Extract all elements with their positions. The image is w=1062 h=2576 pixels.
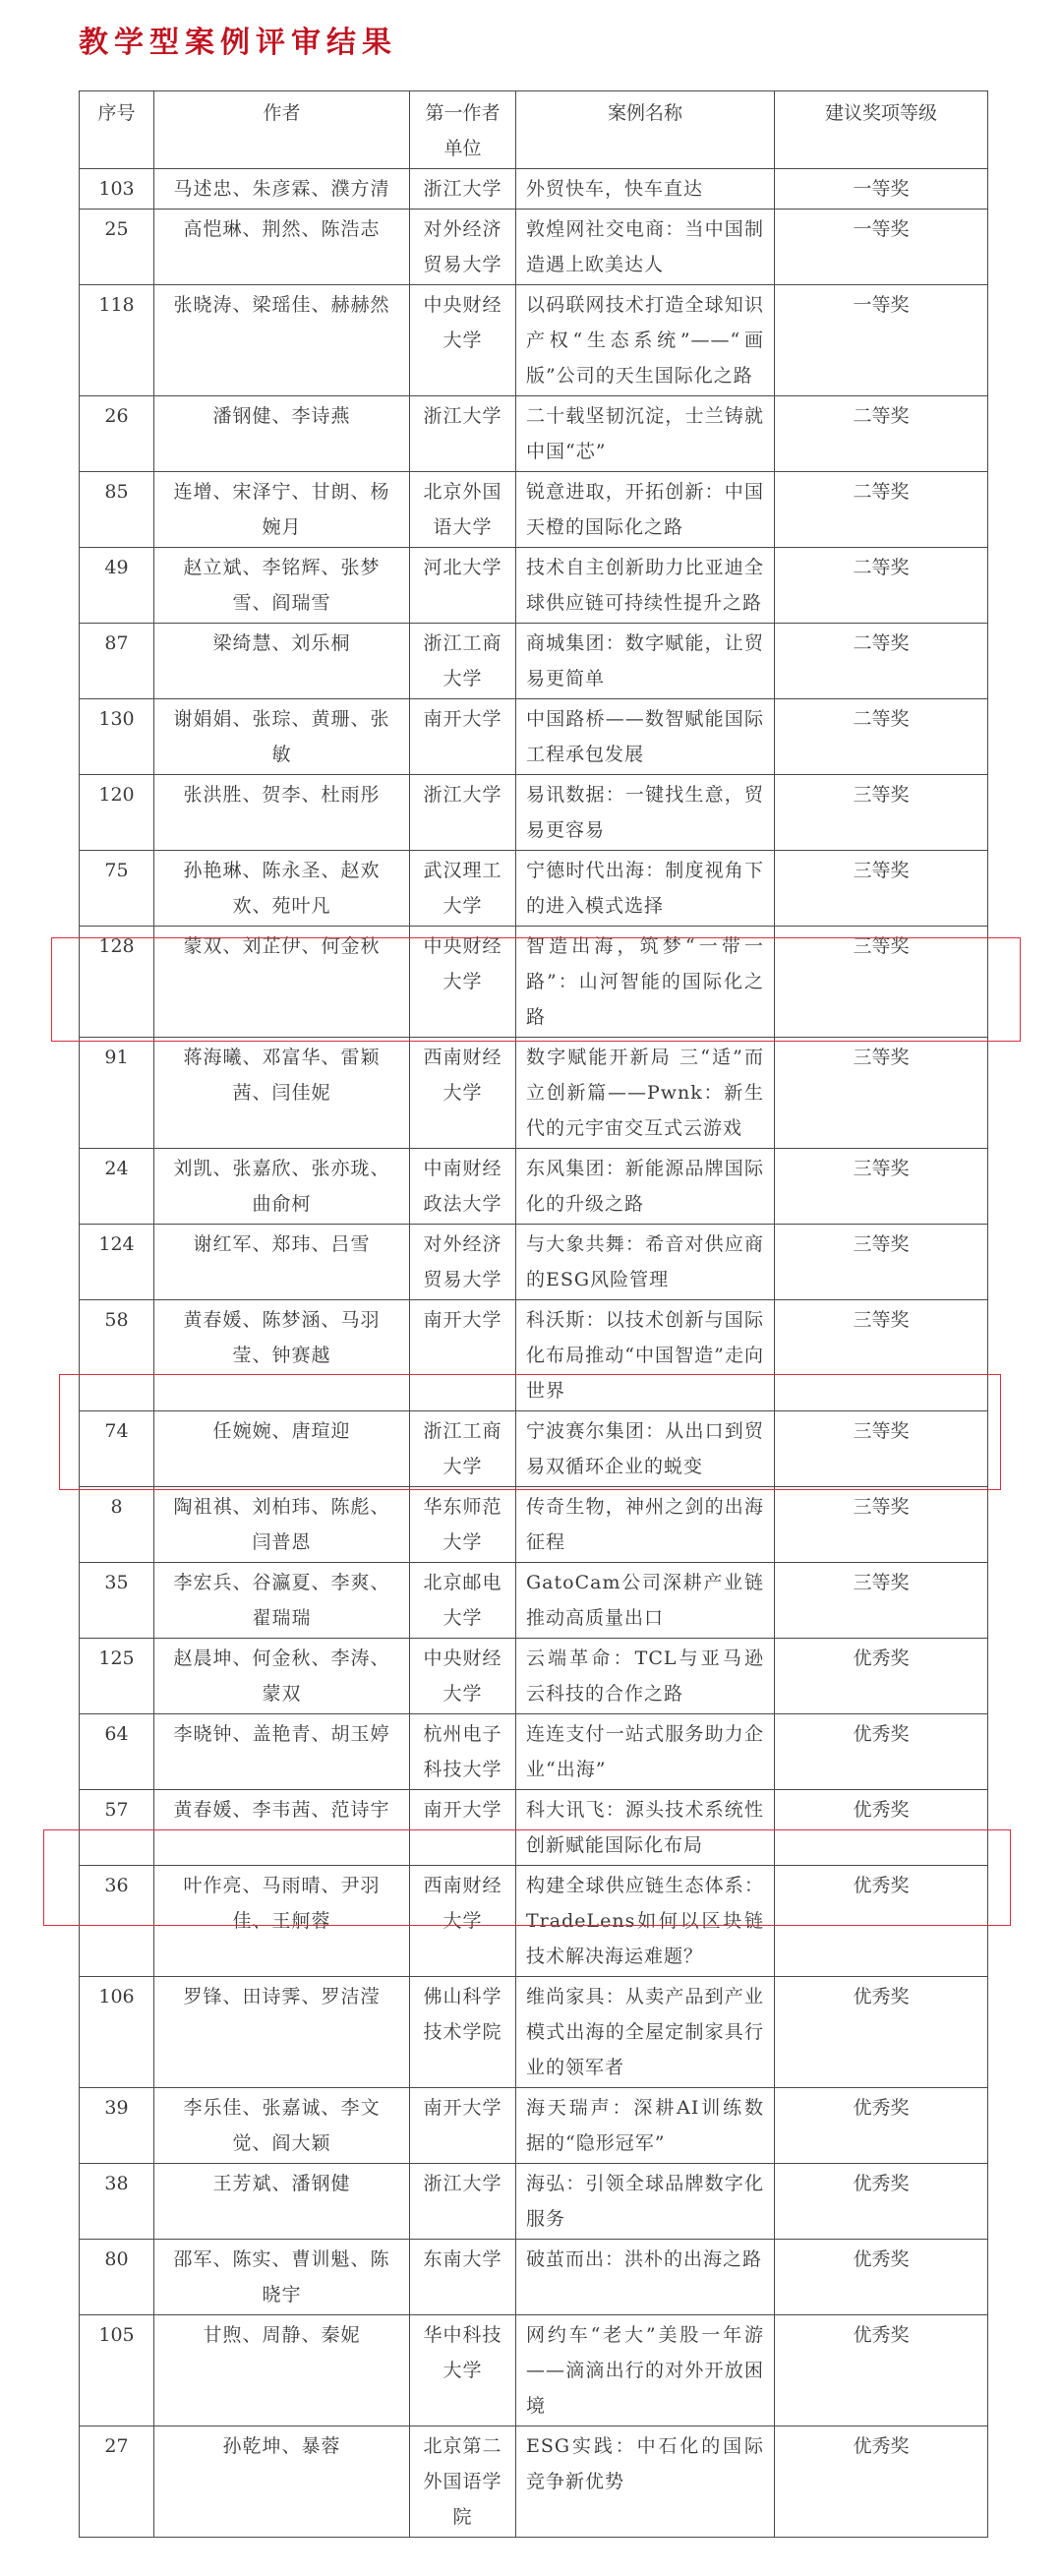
cell-unit: 南开大学 xyxy=(410,1790,516,1866)
cell-unit: 东南大学 xyxy=(410,2240,516,2315)
table-row xyxy=(80,1639,988,1714)
cell-case-title: 连连支付一站式服务助力企业“出海” xyxy=(516,1714,775,1790)
cell-award: 优秀奖 xyxy=(775,2315,988,2426)
cell-authors: 赵晨坤、何金秋、李涛、蒙双 xyxy=(154,1639,410,1714)
cell-authors: 任婉婉、唐瑄迎 xyxy=(154,1411,410,1487)
cell-case-title: 传奇生物，神州之剑的出海征程 xyxy=(516,1487,775,1563)
cell-unit: 北京外国语大学 xyxy=(410,472,516,548)
cell-no: 124 xyxy=(80,1225,154,1300)
cell-award: 二等奖 xyxy=(775,548,988,624)
cell-no: 24 xyxy=(80,1149,154,1225)
cell-award: 二等奖 xyxy=(775,699,988,775)
table-row xyxy=(80,396,988,472)
header-row xyxy=(80,91,988,169)
cell-award: 三等奖 xyxy=(775,775,988,851)
cell-award: 一等奖 xyxy=(775,210,988,285)
cell-case-title: 商城集团：数字赋能，让贸易更简单 xyxy=(516,624,775,699)
cell-award: 三等奖 xyxy=(775,1300,988,1411)
cell-unit: 南开大学 xyxy=(410,1300,516,1411)
table-row xyxy=(80,2240,988,2315)
cell-case-title: 科大讯飞：源头技术系统性创新赋能国际化布局 xyxy=(516,1790,775,1866)
cell-no: 80 xyxy=(80,2240,154,2315)
table-row xyxy=(80,1977,988,2088)
cell-unit: 中南财经政法大学 xyxy=(410,1149,516,1225)
cell-no: 39 xyxy=(80,2088,154,2164)
cell-no: 106 xyxy=(80,1977,154,2088)
cell-case-title: 维尚家具：从卖产品到产业模式出海的全屋定制家具行业的领军者 xyxy=(516,1977,775,2088)
cell-case-title: 宁德时代出海：制度视角下的进入模式选择 xyxy=(516,851,775,927)
cell-authors: 马述忠、朱彦霖、濮方清 xyxy=(154,169,410,210)
cell-award: 三等奖 xyxy=(775,1225,988,1300)
cell-no: 130 xyxy=(80,699,154,775)
cell-no: 57 xyxy=(80,1790,154,1866)
cell-no: 103 xyxy=(80,169,154,210)
header-authors: 作者 xyxy=(154,91,410,169)
cell-authors: 王芳斌、潘钢健 xyxy=(154,2164,410,2240)
table-row xyxy=(80,1487,988,1563)
cell-award: 优秀奖 xyxy=(775,2088,988,2164)
cell-no: 8 xyxy=(80,1487,154,1563)
cell-authors: 孙乾坤、暴蓉 xyxy=(154,2426,410,2538)
cell-unit: 浙江大学 xyxy=(410,2164,516,2240)
cell-authors: 刘凯、张嘉欣、张亦珑、曲俞柯 xyxy=(154,1149,410,1225)
cell-authors: 赵立斌、李铭辉、张梦雪、阎瑞雪 xyxy=(154,548,410,624)
cell-unit: 中央财经大学 xyxy=(410,285,516,396)
cell-unit: 北京邮电大学 xyxy=(410,1563,516,1639)
cell-unit: 华中科技大学 xyxy=(410,2315,516,2426)
cell-award: 二等奖 xyxy=(775,472,988,548)
cell-unit: 佛山科学技术学院 xyxy=(410,1977,516,2088)
cell-authors: 张洪胜、贺李、杜雨彤 xyxy=(154,775,410,851)
header-case-title: 案例名称 xyxy=(516,91,775,169)
cell-authors: 梁绮慧、刘乐桐 xyxy=(154,624,410,699)
table-row xyxy=(80,1225,988,1300)
cell-unit: 浙江工商大学 xyxy=(410,624,516,699)
cell-case-title: ESG实践：中石化的国际竞争新优势 xyxy=(516,2426,775,2538)
cell-case-title: 中国路桥——数智赋能国际工程承包发展 xyxy=(516,699,775,775)
cell-authors: 黄春媛、李韦茜、范诗宇 xyxy=(154,1790,410,1866)
cell-unit: 河北大学 xyxy=(410,548,516,624)
table-row xyxy=(80,1563,988,1639)
cell-unit: 对外经济贸易大学 xyxy=(410,1225,516,1300)
cell-case-title: 网约车“老大”美股一年游——滴滴出行的对外开放困境 xyxy=(516,2315,775,2426)
cell-no: 120 xyxy=(80,775,154,851)
cell-authors: 谢红军、郑玮、吕雪 xyxy=(154,1225,410,1300)
cell-case-title: 宁波赛尔集团：从出口到贸易双循环企业的蜕变 xyxy=(516,1411,775,1487)
cell-case-title: 敦煌网社交电商：当中国制造遇上欧美达人 xyxy=(516,210,775,285)
table-row xyxy=(80,1714,988,1790)
cell-authors: 叶作亮、马雨晴、尹羽佳、王舸蓉 xyxy=(154,1866,410,1977)
cell-case-title: 破茧而出：洪朴的出海之路 xyxy=(516,2240,775,2315)
cell-award: 优秀奖 xyxy=(775,2240,988,2315)
cell-no: 105 xyxy=(80,2315,154,2426)
table-row xyxy=(80,169,988,210)
cell-award: 三等奖 xyxy=(775,1563,988,1639)
cell-unit: 对外经济贸易大学 xyxy=(410,210,516,285)
cell-no: 26 xyxy=(80,396,154,472)
cell-award: 三等奖 xyxy=(775,1149,988,1225)
cell-award: 优秀奖 xyxy=(775,1790,988,1866)
table-row xyxy=(80,285,988,396)
cell-award: 优秀奖 xyxy=(775,1714,988,1790)
cell-authors: 黄春媛、陈梦涵、马羽莹、钟赛越 xyxy=(154,1300,410,1411)
cell-award: 三等奖 xyxy=(775,927,988,1038)
cell-unit: 华东师范大学 xyxy=(410,1487,516,1563)
table-row xyxy=(80,472,988,548)
cell-authors: 高恺琳、荆然、陈浩志 xyxy=(154,210,410,285)
cell-unit: 武汉理工大学 xyxy=(410,851,516,927)
cell-unit: 中央财经大学 xyxy=(410,1639,516,1714)
cell-no: 75 xyxy=(80,851,154,927)
cell-award: 三等奖 xyxy=(775,1487,988,1563)
cell-no: 25 xyxy=(80,210,154,285)
cell-unit: 南开大学 xyxy=(410,2088,516,2164)
cell-no: 36 xyxy=(80,1866,154,1977)
cell-unit: 西南财经大学 xyxy=(410,1038,516,1149)
cell-award: 优秀奖 xyxy=(775,1639,988,1714)
cell-award: 三等奖 xyxy=(775,851,988,927)
cell-authors: 罗锋、田诗霁、罗洁滢 xyxy=(154,1977,410,2088)
table-row xyxy=(80,775,988,851)
cell-case-title: 外贸快车，快车直达 xyxy=(516,169,775,210)
cell-case-title: 东风集团：新能源品牌国际化的升级之路 xyxy=(516,1149,775,1225)
cell-authors: 李乐佳、张嘉诚、李文觉、阎大颖 xyxy=(154,2088,410,2164)
cell-authors: 谢娟娟、张琮、黄珊、张敏 xyxy=(154,699,410,775)
cell-case-title: 易讯数据：一键找生意，贸易更容易 xyxy=(516,775,775,851)
table-row xyxy=(80,699,988,775)
cell-case-title: 智造出海，筑梦“一带一路”：山河智能的国际化之路 xyxy=(516,927,775,1038)
cell-unit: 浙江大学 xyxy=(410,775,516,851)
table-body xyxy=(80,169,988,2538)
cell-no: 128 xyxy=(80,927,154,1038)
cell-no: 125 xyxy=(80,1639,154,1714)
table-row xyxy=(80,2315,988,2426)
cell-award: 三等奖 xyxy=(775,1411,988,1487)
cell-unit: 南开大学 xyxy=(410,699,516,775)
cell-no: 49 xyxy=(80,548,154,624)
cell-case-title: 与大象共舞：希音对供应商的ESG风险管理 xyxy=(516,1225,775,1300)
cell-award: 优秀奖 xyxy=(775,2426,988,2538)
cell-unit: 北京第二外国语学院 xyxy=(410,2426,516,2538)
cell-case-title: 数字赋能开新局 三“适”而立创新篇——Pwnk：新生代的元宇宙交互式云游戏 xyxy=(516,1038,775,1149)
cell-award: 一等奖 xyxy=(775,169,988,210)
cell-case-title: 技术自主创新助力比亚迪全球供应链可持续性提升之路 xyxy=(516,548,775,624)
cell-case-title: 构建全球供应链生态体系：TradeLens如何以区块链技术解决海运难题？ xyxy=(516,1866,775,1977)
table-row xyxy=(80,1790,988,1866)
cell-case-title: 云端革命：TCL与亚马逊云科技的合作之路 xyxy=(516,1639,775,1714)
cell-award: 优秀奖 xyxy=(775,1977,988,2088)
cell-no: 74 xyxy=(80,1411,154,1487)
cell-unit: 杭州电子科技大学 xyxy=(410,1714,516,1790)
cell-award: 一等奖 xyxy=(775,285,988,396)
cell-unit: 浙江大学 xyxy=(410,396,516,472)
cell-authors: 连增、宋泽宁、甘朗、杨婉月 xyxy=(154,472,410,548)
page-title: 教学型案例评审结果 xyxy=(79,26,397,60)
cell-authors: 邵军、陈实、曹训魁、陈晓宇 xyxy=(154,2240,410,2315)
cell-case-title: GatoCam公司深耕产业链推动高质量出口 xyxy=(516,1563,775,1639)
cell-authors: 李晓钟、盖艳青、胡玉婷 xyxy=(154,1714,410,1790)
cell-no: 38 xyxy=(80,2164,154,2240)
table-row xyxy=(80,2426,988,2538)
cell-award: 二等奖 xyxy=(775,624,988,699)
cell-authors: 蒙双、刘芷伊、何金秋 xyxy=(154,927,410,1038)
cell-no: 87 xyxy=(80,624,154,699)
cell-award: 优秀奖 xyxy=(775,1866,988,1977)
cell-unit: 浙江工商大学 xyxy=(410,1411,516,1487)
cell-no: 35 xyxy=(80,1563,154,1639)
table-row xyxy=(80,2088,988,2164)
cell-award: 优秀奖 xyxy=(775,2164,988,2240)
cell-no: 27 xyxy=(80,2426,154,2538)
cell-award: 二等奖 xyxy=(775,396,988,472)
cell-case-title: 锐意进取，开拓创新：中国天橙的国际化之路 xyxy=(516,472,775,548)
table-row xyxy=(80,1866,988,1977)
cell-authors: 张晓涛、梁瑶佳、赫赫然 xyxy=(154,285,410,396)
cell-case-title: 以码联网技术打造全球知识产权“生态系统”——“画版”公司的天生国际化之路 xyxy=(516,285,775,396)
cell-no: 118 xyxy=(80,285,154,396)
cell-authors: 李宏兵、谷瀛夏、李爽、翟瑞瑞 xyxy=(154,1563,410,1639)
cell-award: 三等奖 xyxy=(775,1038,988,1149)
header-no: 序号 xyxy=(80,91,154,169)
cell-unit: 西南财经大学 xyxy=(410,1866,516,1977)
cell-case-title: 海弘：引领全球品牌数字化服务 xyxy=(516,2164,775,2240)
table-row xyxy=(80,1038,988,1149)
header-unit: 第一作者单位 xyxy=(410,91,516,169)
cell-unit: 中央财经大学 xyxy=(410,927,516,1038)
header-award: 建议奖项等级 xyxy=(775,91,988,169)
cell-authors: 陶祖祺、刘柏玮、陈彪、闫普恩 xyxy=(154,1487,410,1563)
cell-case-title: 二十载坚韧沉淀，士兰铸就中国“芯” xyxy=(516,396,775,472)
table-row xyxy=(80,927,988,1038)
table-row xyxy=(80,1149,988,1225)
cell-authors: 孙艳琳、陈永圣、赵欢欢、苑叶凡 xyxy=(154,851,410,927)
cell-case-title: 海天瑞声：深耕AI训练数据的“隐形冠军” xyxy=(516,2088,775,2164)
cell-authors: 蒋海曦、邓富华、雷颖茜、闫佳妮 xyxy=(154,1038,410,1149)
cell-unit: 浙江大学 xyxy=(410,169,516,210)
table-row xyxy=(80,548,988,624)
table-row xyxy=(80,851,988,927)
table-row xyxy=(80,1411,988,1487)
results-table xyxy=(79,90,988,2538)
table-row xyxy=(80,1300,988,1411)
cell-no: 58 xyxy=(80,1300,154,1411)
table-row xyxy=(80,210,988,285)
cell-case-title: 科沃斯：以技术创新与国际化布局推动“中国智造”走向世界 xyxy=(516,1300,775,1411)
cell-no: 91 xyxy=(80,1038,154,1149)
cell-authors: 甘煦、周静、秦妮 xyxy=(154,2315,410,2426)
cell-no: 64 xyxy=(80,1714,154,1790)
table-row xyxy=(80,2164,988,2240)
cell-no: 85 xyxy=(80,472,154,548)
table-row xyxy=(80,624,988,699)
cell-authors: 潘钢健、李诗燕 xyxy=(154,396,410,472)
